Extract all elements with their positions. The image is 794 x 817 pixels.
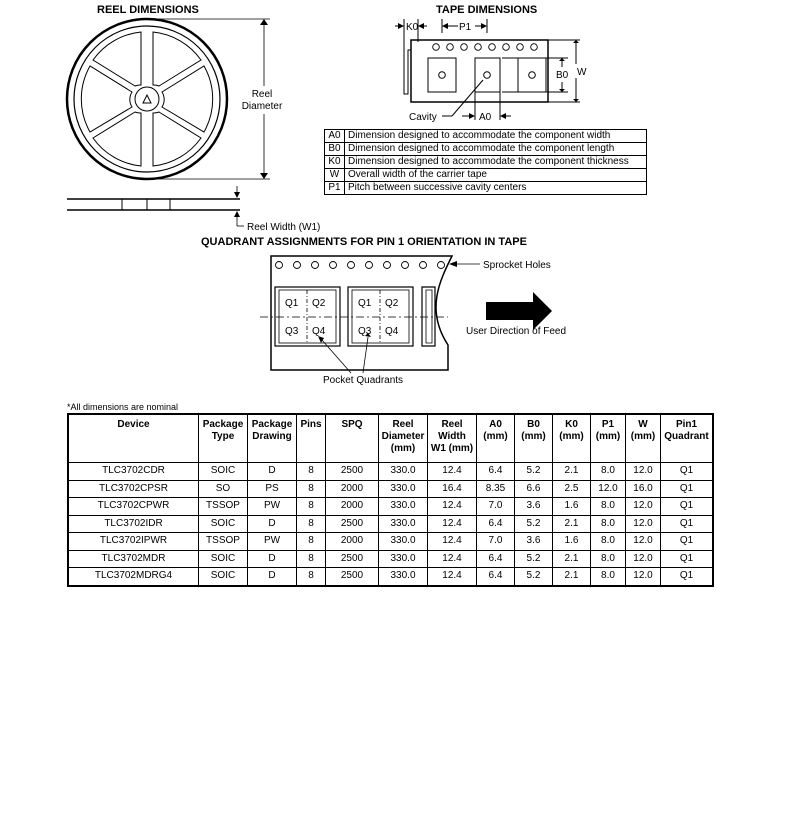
feed-direction-label: User Direction of Feed [466, 326, 567, 337]
cell-pin1-quadrant: Q1 [661, 515, 714, 533]
cell-a0: 7.0 [477, 498, 515, 516]
quadrant-diagram [250, 250, 590, 390]
cell-pins: 8 [297, 463, 326, 481]
cell-spq: 2000 [326, 533, 379, 551]
cell-reel-diameter: 330.0 [379, 568, 428, 586]
cell-k0: 1.6 [553, 498, 591, 516]
legend-row [325, 143, 647, 156]
quadrant-q1-left: Q1 [285, 298, 299, 309]
cell-reel-width: 12.4 [428, 498, 477, 516]
col-package-type-line: Type [211, 431, 235, 442]
cell-package-type: SO [199, 480, 248, 498]
cell-reel-width: 16.4 [428, 480, 477, 498]
cell-pins: 8 [297, 550, 326, 568]
cell-device: TLC3702CPSR [68, 480, 199, 498]
legend-description: Overall width of the carrier tape [345, 169, 647, 182]
cell-reel-width: 12.4 [428, 515, 477, 533]
cell-p1: 8.0 [591, 568, 626, 586]
tape-k0-label: K0 [406, 22, 419, 33]
col-pin1-quadrant-line: Quadrant [664, 431, 709, 442]
quadrant-q2-right: Q2 [385, 298, 399, 309]
cell-a0: 8.35 [477, 480, 515, 498]
col-package-type [199, 414, 248, 463]
cell-package-type: SOIC [199, 515, 248, 533]
cell-spq: 2500 [326, 515, 379, 533]
cell-device: TLC3702MDRG4 [68, 568, 199, 586]
col-pin1-quadrant [661, 414, 714, 463]
cell-pin1-quadrant: Q1 [661, 568, 714, 586]
legend-code: P1 [325, 182, 345, 195]
cell-reel-diameter: 330.0 [379, 550, 428, 568]
col-reel-diameter-line: (mm) [390, 443, 416, 454]
col-spq: SPQ [326, 414, 379, 463]
legend-description: Dimension designed to accommodate the component width [345, 130, 647, 143]
cell-spq: 2500 [326, 568, 379, 586]
cell-package-type: TSSOP [199, 533, 248, 551]
reel-diameter-label-1: Reel [251, 89, 273, 100]
cell-b0: 3.6 [515, 498, 553, 516]
legend-row [325, 156, 647, 169]
col-b0 [515, 414, 553, 463]
col-w-line: (mm) [630, 431, 656, 442]
cell-reel-width: 12.4 [428, 463, 477, 481]
col-a0-line: A0 [489, 419, 502, 430]
cell-package-type: SOIC [199, 550, 248, 568]
col-k0-line: K0 [565, 419, 578, 430]
nominal-note: *All dimensions are nominal [67, 402, 179, 412]
cell-reel-diameter: 330.0 [379, 480, 428, 498]
cell-reel-diameter: 330.0 [379, 498, 428, 516]
table-row [68, 515, 713, 533]
cell-b0: 3.6 [515, 533, 553, 551]
col-w [626, 414, 661, 463]
table-row [68, 568, 713, 586]
cell-package-drawing: D [248, 463, 297, 481]
cell-p1: 8.0 [591, 463, 626, 481]
col-w-line: W [638, 419, 648, 430]
table-row [68, 533, 713, 551]
col-package-type-line: Package [202, 419, 244, 430]
col-pins: Pins [297, 414, 326, 463]
cell-spq: 2000 [326, 480, 379, 498]
cell-device: TLC3702MDR [68, 550, 199, 568]
col-package-drawing-line: Drawing [252, 431, 292, 442]
cell-w: 16.0 [626, 480, 661, 498]
cell-package-drawing: D [248, 568, 297, 586]
cell-pin1-quadrant: Q1 [661, 463, 714, 481]
cell-spq: 2000 [326, 498, 379, 516]
col-reel-width-line: Width [438, 431, 466, 442]
table-row [68, 550, 713, 568]
cell-spq: 2500 [326, 550, 379, 568]
table-row [68, 480, 713, 498]
legend-row [325, 182, 647, 195]
cell-reel-width: 12.4 [428, 533, 477, 551]
table-row [68, 498, 713, 516]
cell-p1: 12.0 [591, 480, 626, 498]
legend-description: Dimension designed to accommodate the component thickness [345, 156, 647, 169]
cell-b0: 5.2 [515, 550, 553, 568]
cell-k0: 2.1 [553, 515, 591, 533]
reel-dimensions-heading: REEL DIMENSIONS [97, 4, 199, 16]
cell-reel-width: 12.4 [428, 550, 477, 568]
col-b0-line: B0 [527, 419, 540, 430]
cell-pin1-quadrant: Q1 [661, 533, 714, 551]
cell-w: 12.0 [626, 533, 661, 551]
cell-spq: 2500 [326, 463, 379, 481]
dimension-legend-table [324, 129, 647, 195]
table-header-row [68, 414, 713, 463]
quadrant-heading: QUADRANT ASSIGNMENTS FOR PIN 1 ORIENTATION IN TAPE [201, 236, 527, 248]
reel-diagram [0, 0, 330, 235]
cell-reel-diameter: 330.0 [379, 533, 428, 551]
cell-pins: 8 [297, 480, 326, 498]
cell-w: 12.0 [626, 568, 661, 586]
col-package-drawing-line: Package [251, 419, 293, 430]
tape-diagram [380, 14, 600, 124]
table-row [68, 463, 713, 481]
col-a0 [477, 414, 515, 463]
col-p1-line: P1 [601, 419, 615, 430]
cell-package-drawing: D [248, 515, 297, 533]
quadrant-q3-left: Q3 [285, 326, 299, 337]
cell-w: 12.0 [626, 550, 661, 568]
reel-width-label: Reel Width (W1) [247, 222, 321, 233]
col-reel-diameter-line: Diameter [381, 431, 425, 442]
cell-p1: 8.0 [591, 515, 626, 533]
quadrant-q4-right: Q4 [385, 326, 399, 337]
cell-pin1-quadrant: Q1 [661, 498, 714, 516]
cell-reel-diameter: 330.0 [379, 463, 428, 481]
cell-k0: 2.1 [553, 550, 591, 568]
cell-pins: 8 [297, 533, 326, 551]
cell-device: TLC3702CDR [68, 463, 199, 481]
cell-b0: 6.6 [515, 480, 553, 498]
cell-pins: 8 [297, 515, 326, 533]
cell-b0: 5.2 [515, 568, 553, 586]
tape-reel-specs-table [67, 413, 714, 587]
legend-code: A0 [325, 130, 345, 143]
cell-p1: 8.0 [591, 550, 626, 568]
cell-k0: 2.1 [553, 463, 591, 481]
cell-package-type: SOIC [199, 568, 248, 586]
sprocket-holes-label: Sprocket Holes [483, 260, 551, 271]
col-reel-width-line: W1 (mm) [430, 443, 474, 454]
cell-a0: 6.4 [477, 515, 515, 533]
col-p1-line: (mm) [595, 431, 621, 442]
col-k0-line: (mm) [559, 431, 584, 442]
cell-k0: 2.5 [553, 480, 591, 498]
legend-row [325, 130, 647, 143]
quadrant-q1-right: Q1 [358, 298, 372, 309]
cell-pin1-quadrant: Q1 [661, 550, 714, 568]
legend-code: B0 [325, 143, 345, 156]
tape-b0-label: B0 [556, 70, 569, 81]
pocket-quadrants-label: Pocket Quadrants [323, 375, 404, 386]
col-reel-diameter-line: Reel [392, 419, 414, 430]
cell-package-type: TSSOP [199, 498, 248, 516]
cell-package-type: SOIC [199, 463, 248, 481]
cell-device: TLC3702IPWR [68, 533, 199, 551]
cell-w: 12.0 [626, 463, 661, 481]
col-reel-width [428, 414, 477, 463]
cell-k0: 2.1 [553, 568, 591, 586]
reel-diameter-label-2: Diameter [241, 101, 283, 112]
legend-description: Dimension designed to accommodate the component length [345, 143, 647, 156]
cell-a0: 6.4 [477, 463, 515, 481]
cell-p1: 8.0 [591, 533, 626, 551]
cell-reel-width: 12.4 [428, 568, 477, 586]
tape-a0-label: A0 [479, 112, 492, 123]
cell-b0: 5.2 [515, 463, 553, 481]
table-body [68, 463, 713, 586]
col-pin1-quadrant-line: Pin1 [675, 419, 698, 430]
tape-w-label: W [577, 67, 587, 78]
tape-p1-label: P1 [459, 22, 472, 33]
tape-cavity-label: Cavity [409, 112, 437, 123]
legend-row [325, 169, 647, 182]
legend-description: Pitch between successive cavity centers [345, 182, 647, 195]
legend-code: K0 [325, 156, 345, 169]
cell-package-drawing: PW [248, 533, 297, 551]
col-p1 [591, 414, 626, 463]
cell-a0: 7.0 [477, 533, 515, 551]
cell-k0: 1.6 [553, 533, 591, 551]
cell-package-drawing: PW [248, 498, 297, 516]
cell-pins: 8 [297, 498, 326, 516]
quadrant-q4-left: Q4 [312, 326, 326, 337]
col-reel-diameter [379, 414, 428, 463]
col-a0-line: (mm) [483, 431, 508, 442]
tape-dimensions-heading: TAPE DIMENSIONS [436, 4, 538, 16]
cell-w: 12.0 [626, 498, 661, 516]
col-reel-width-line: Reel [441, 419, 463, 430]
col-package-drawing [248, 414, 297, 463]
cell-p1: 8.0 [591, 498, 626, 516]
cell-package-drawing: PS [248, 480, 297, 498]
cell-pins: 8 [297, 568, 326, 586]
legend-code: W [325, 169, 345, 182]
col-b0-line: (mm) [521, 431, 546, 442]
cell-w: 12.0 [626, 515, 661, 533]
quadrant-q2-left: Q2 [312, 298, 326, 309]
cell-a0: 6.4 [477, 550, 515, 568]
cell-package-drawing: D [248, 550, 297, 568]
col-k0 [553, 414, 591, 463]
cell-device: TLC3702CPWR [68, 498, 199, 516]
quadrant-q3-right: Q3 [358, 326, 372, 337]
col-device: Device [68, 414, 199, 463]
cell-reel-diameter: 330.0 [379, 515, 428, 533]
cell-b0: 5.2 [515, 515, 553, 533]
cell-device: TLC3702IDR [68, 515, 199, 533]
cell-pin1-quadrant: Q1 [661, 480, 714, 498]
cell-a0: 6.4 [477, 568, 515, 586]
